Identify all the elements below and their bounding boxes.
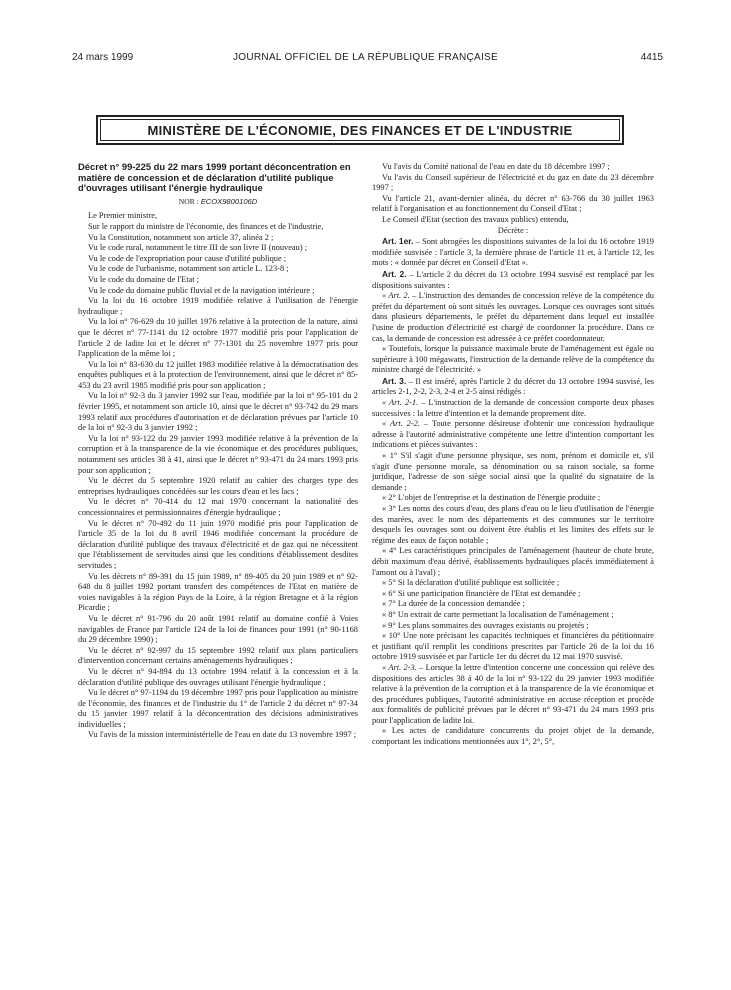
ministry-title: MINISTÈRE DE L'ÉCONOMIE, DES FINANCES ET DE L'INDUSTRIE <box>147 122 573 138</box>
decree-title: Décret n° 99-225 du 22 mars 1999 portant déconcentration en matière de concession et de déclaration d'utilité publique d'ouvrages utilisant l'énergie hydraulique <box>78 161 351 194</box>
article-3-item <box>372 546 654 578</box>
visa-paragraph: Vu le décret n° 70-492 du 11 juin 1970 modifié pris pour l'application de l'article 35 de la loi du 8 avril 1946 modifiée concernant la procédure de déclaration d'utilité publique des travaux d'électricité et de gaz qui ne nécessitent que l'établissement de servitudes ainsi que les conditions d'établissement desdites servitudes ; <box>78 518 358 570</box>
visa-paragraph: Vu les décrets n° 89-391 du 15 juin 1989, n° 89-405 du 20 juin 1989 et n° 92-648 du 8 juillet 1992 portant transfert des compétences de l'Etat en matière de voies navigables à la région Pays de la Loire, à la région Bretagne et à la région Picardie ; <box>78 571 358 613</box>
visa-paragraph: Vu le code de l'expropriation pour cause d'utilité publique ; <box>88 253 287 263</box>
page-number: 4415 <box>640 52 663 63</box>
article-3-item-text: « 2° L'objet de l'entreprise et la destination de l'énergie produite ; <box>382 493 601 503</box>
page-header <box>0 52 731 68</box>
article-3-item-text: « 7° La durée de la concession demandée ; <box>382 599 525 609</box>
visa-paragraph: Vu le décret n° 97-1194 du 19 décembre 1997 pris pour l'application au ministre de l'économie, des finances et de l'industrie du 1° de l'article 2 du décret n° 97-34 du 15 janvier 1997 relatif à la déconcentration des décisions administratives individuelles ; <box>78 688 358 729</box>
visa-paragraph: Vu l'avis de la mission interministérielle de l'eau en date du 13 novembre 1997 ; <box>88 730 357 740</box>
article-3-label: Art. 3. <box>382 375 407 386</box>
article-2-quote-1-label: « Art. 2. <box>382 291 410 301</box>
journal-title: JOURNAL OFFICIEL DE LA RÉPUBLIQUE FRANÇAISE <box>233 52 498 63</box>
article-3-item-text: « 1° S'il s'agit d'une personne physique, ses nom, prénom et domicile et, s'il s'agit d'une personne morale, sa dénomination ou sa raison sociale, sa forme juridique, l'adresse de son siège social ainsi que la qualité du signataire de la demande ; <box>372 451 654 492</box>
article-3-item-text: – Lorsque la lettre d'intention concerne une concession qui relève des dispositions des articles 38 à 40 de la loi n° 93-122 du 29 janvier 1993 modifiée relative à la prévention de la corruption et à la transparence de la vie économique et des procédures publiques, l'autorité administrative en accuse réception et procède aux formalités de publicité prévues par le décret n° 93-471 du 24 mars 1993 pris pour l'application de ladite loi. <box>372 662 654 725</box>
decrete-heading: Décrète : <box>497 225 529 235</box>
article-3-item-text: « 8° Un extrait de carte permettant la localisation de l'aménagement ; <box>382 609 614 619</box>
article-3-item <box>372 610 654 621</box>
visa-paragraph: Vu l'avis du Comité national de l'eau en date du 18 décembre 1997 ; <box>382 162 610 171</box>
article-3-item-text: – Toute personne désireuse d'obtenir une concession hydraulique adresse à l'autorité administrative compétente une lettre d'intention comportant les indications et pièces suivantes : <box>372 419 655 450</box>
visa-paragraph: Vu la loi n° 93-122 du 29 janvier 1993 modifiée relative à la prévention de la corruption et à la transparence de la vie économique et des procédures publiques, notamment ses articles 38 à 41, ainsi que le décret n° 93-471 du 24 mars 1993 pris pour son application ; <box>78 433 358 475</box>
nor-label: NOR : <box>178 196 199 206</box>
article-1 <box>372 236 654 269</box>
visa-paragraph: Vu le décret n° 94-894 du 13 octobre 1994 relatif à la concession et à la déclaration d'utilité publique des ouvrages utilisant l'énergie hydraulique ; <box>78 666 358 687</box>
article-2-label: Art. 2. <box>382 268 407 279</box>
article-3-item <box>372 493 654 504</box>
article-3-item <box>372 589 654 600</box>
visa-paragraph: Vu la loi n° 92-3 du 3 janvier 1992 sur l'eau, modifiée par la loi n° 95-101 du 2 février 1995, et notamment son article 10, ainsi que le décret n° 93-742 du 29 mars 1993 relatif aux procédures d'autorisation et de déclaration prévues par l'article 10 de la loi n° 92-3 du 3 janvier 1992 ; <box>78 391 358 433</box>
article-2-text: – L'article 2 du décret du 13 octobre 1994 susvisé est remplacé par les dispositions suivantes : <box>372 269 654 290</box>
article-1-label: Art. 1er. <box>382 236 414 247</box>
ministry-banner <box>96 115 624 145</box>
article-3 <box>372 376 654 398</box>
visa-paragraph: Vu le code de l'urbanisme, notamment son article L. 123-8 ; <box>88 264 289 274</box>
article-3-item-label: « Art. 2-3. <box>382 662 417 672</box>
nor-code: ECOX9800106D <box>200 196 258 206</box>
article-3-item <box>372 419 654 451</box>
article-3-item-label: « Art. 2-1. <box>382 398 419 408</box>
article-3-item <box>372 578 654 589</box>
visa-paragraph: Sur le rapport du ministre de l'économie, des finances et de l'industrie, <box>88 221 324 231</box>
article-3-item-text: « 10° Une note précisant les capacités techniques et financières du pétitionnaire et justifiant qu'il remplit les conditions prescrites par l'article 26 de la loi du 16 octobre 1919 susvisée et par l'article 1er du décret du 12 mai 1970 susvisé. <box>372 631 654 662</box>
visa-paragraph: Vu le décret n° 91-796 du 20 août 1991 relatif au domaine confié à Voies navigables de France par l'article 124 de la loi de finances pour 1991 (n° 90-1168 du 29 décembre 1990) ; <box>78 613 358 645</box>
article-2-quote-1-text: – L'instruction des demandes de concession relève de la compétence du préfet du département où sont situés les ouvrages. Lorsque ces ouvrages sont situés dans plusieurs départements, le préfet du département dans lequel est installée l'usine de production d'électricité est chargé de coordonner la procédure. Dans ce cas, la demande de concession est adressée à ce préfet coordonnateur. <box>372 291 654 343</box>
article-3-item <box>372 621 654 632</box>
article-3-item-text: « Les actes de candidature concurrents du projet objet de la demande, comportant les indications mentionnées aux 1°, 2°, 5°, <box>372 726 654 747</box>
article-3-item-text: – L'instruction de la demande de concession comporte deux phases successives : la lettre d'intention et la demande proprement dite. <box>372 398 654 418</box>
visa-list-continued <box>372 162 654 226</box>
visa-paragraph: Vu le code du domaine de l'Etat ; <box>88 274 200 284</box>
visa-paragraph: Le Premier ministre, <box>88 211 158 221</box>
article-3-item <box>372 504 654 546</box>
visa-list <box>78 211 358 741</box>
visa-paragraph: Le Conseil d'Etat (section des travaux publics) entendu, <box>382 214 569 224</box>
article-3-item <box>372 726 654 747</box>
visa-paragraph: Vu la loi n° 83-630 du 12 juillet 1983 modifiée relative à la démocratisation des enquêtes publiques et à la protection de l'environnement, ainsi que le décret n° 85-453 du 23 avril 1985 modifié pris pour son application ; <box>78 359 358 390</box>
issue-date: 24 mars 1999 <box>72 52 134 63</box>
article-3-item-text: « 5° Si la déclaration d'utilité publique est sollicitée ; <box>382 578 560 588</box>
left-column <box>78 162 358 741</box>
article-3-item-text: « 4° Les caractéristiques principales de l'aménagement (hauteur de chute brute, débit maximum d'eau dérivé, établissements hydrauliques placés immédiatement à l'amont ou à l'aval) ; <box>372 546 654 577</box>
visa-paragraph: Vu le code rural, notamment le titre III de son livre II (nouveau) ; <box>88 243 308 253</box>
visa-paragraph: Vu le décret n° 92-997 du 15 septembre 1992 relatif aux plans particuliers d'intervention concernant certains aménagements hydrauliques ; <box>78 645 358 666</box>
article-3-items <box>372 398 654 748</box>
article-3-item-text: « 6° Si une participation financière de l'Etat est demandée ; <box>382 588 581 598</box>
article-3-item <box>372 451 654 493</box>
visa-paragraph: Vu la Constitution, notamment son article 37, alinéa 2 ; <box>88 232 274 242</box>
article-3-item <box>372 398 654 419</box>
article-3-text: – Il est inséré, après l'article 2 du décret du 13 octobre 1994 susvisé, les articles 2-1, 2-2, 2-3, 2-4 et 2-5 ainsi rédigés : <box>372 376 654 397</box>
visa-paragraph: Vu la loi du 16 octobre 1919 modifiée relative à l'utilisation de l'énergie hydraulique ; <box>78 296 358 316</box>
article-3-item <box>372 599 654 610</box>
article-3-item-text: « 3° Les noms des cours d'eau, des plans d'eau ou le lieu d'utilisation de l'énergie des marées, avec le nom des départements et des communes sur le territoire desquels les ouvrages sont ou doivent être établis et les limites des effets sur le régime des eaux de façon notable ; <box>372 504 654 545</box>
visa-paragraph: Vu le décret du 5 septembre 1920 relatif au cahier des charges type des entreprises hydrauliques concédées sur les cours d'eau et les lacs ; <box>78 476 358 496</box>
article-3-item-text: « 9° Les plans sommaires des ouvrages existants ou projetés ; <box>382 620 589 630</box>
nor-reference <box>78 197 358 208</box>
article-2-quote-2: « Toutefois, lorsque la puissance maximale brute de l'aménagement est égale ou supérieure à 100 mégawatts, l'instruction de la demande relève de la compétence du ministre chargé de l'électricité. » <box>372 344 654 375</box>
visa-paragraph: Vu l'article 21, avant-dernier alinéa, du décret n° 63-766 du 30 juillet 1963 relatif à l'organisation et au fonctionnement du Conseil d'Etat ; <box>372 193 654 214</box>
visa-paragraph: Vu la loi n° 76-629 du 10 juillet 1976 relative à la protection de la nature, ainsi que le décret n° 77-1141 du 12 octobre 1977 modifié pris pour l'application de l'article 2 de ladite loi et le décret n° 77-1301 du 25 novembre 1977 pris pour l'application de la même loi ; <box>78 317 358 359</box>
article-3-item <box>372 663 654 727</box>
right-column <box>372 162 654 748</box>
article-3-item <box>372 631 654 663</box>
article-3-item-label: « Art. 2-2. <box>382 419 420 429</box>
visa-paragraph: Vu l'avis du Conseil supérieur de l'électricité et du gaz en date du 23 décembre 1997 ; <box>372 172 654 193</box>
visa-paragraph: Vu le code du domaine public fluvial et de la navigation intérieure ; <box>88 285 315 295</box>
visa-paragraph: Vu le décret n° 70-414 du 12 mai 1970 concernant la nationalité des concessionnaires et permissionnaires d'énergie hydraulique ; <box>78 497 358 517</box>
article-2-quote-1 <box>372 291 654 344</box>
article-2 <box>372 269 654 291</box>
article-1-text: – Sont abrogées les dispositions suivantes de la loi du 16 octobre 1919 modifiée susvisée : l'article 3, la dernière phrase de l'article 11 et, à l'article 12, les mots : « donnée par décret en Conseil d'Etat ». <box>372 237 654 268</box>
